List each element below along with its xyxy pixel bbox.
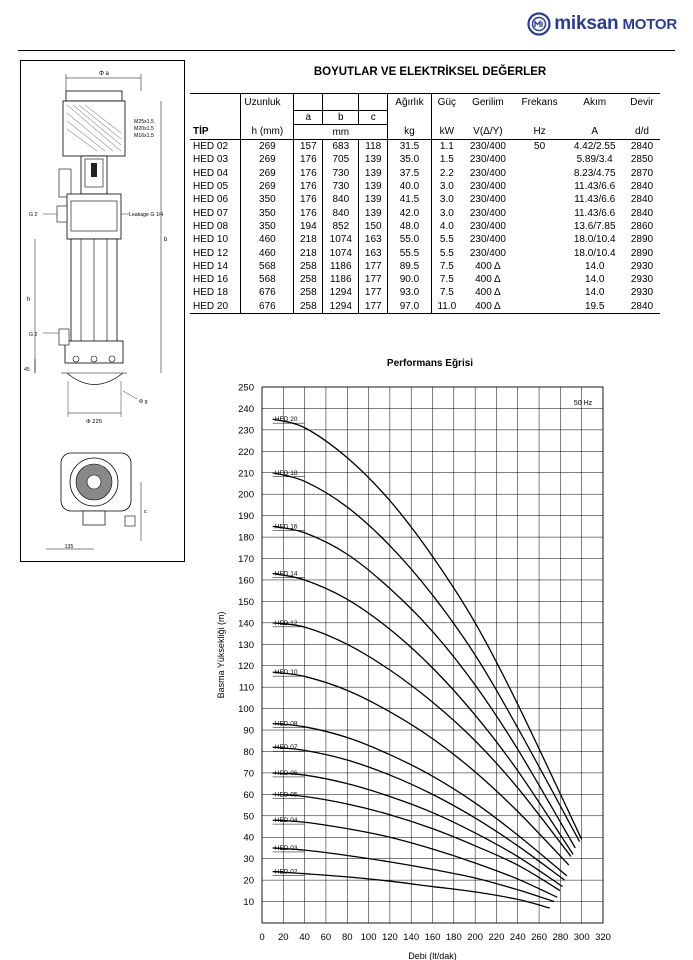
header-amp: A (565, 125, 624, 140)
header-a: a (294, 111, 323, 125)
cell-hz (514, 180, 566, 193)
cell-dd: 2870 (630, 167, 654, 179)
cell-h: 269 (241, 167, 294, 180)
cell-hz (514, 167, 566, 180)
cell-c: 139 (359, 167, 388, 180)
cell-dd: 2850 (630, 154, 654, 166)
cell-v: 230/400 (469, 167, 506, 179)
label-g2-bottom: G 2 (29, 332, 38, 338)
cell-a: 176 (294, 206, 323, 219)
cell-h: 676 (241, 286, 294, 299)
cell-c: 177 (359, 300, 388, 314)
cell-h: 269 (241, 153, 294, 166)
label-thread-1: M25x1,5 (134, 119, 154, 125)
y-tick-label: 120 (238, 661, 254, 673)
x-tick-label: 300 (573, 932, 590, 943)
cell-a: 176 (294, 153, 323, 166)
cell-dd: 2930 (630, 260, 654, 272)
cell-c: 139 (359, 153, 388, 166)
cell-kg: 41.5 (399, 194, 420, 206)
x-tick-label: 160 (424, 932, 441, 943)
cell-b: 730 (323, 167, 359, 180)
y-axis-label: Basma Yüksekliği (m) (216, 611, 226, 699)
cell-b: 683 (323, 140, 359, 154)
performance-chart (0, 375, 693, 960)
cell-dd: 2890 (630, 234, 654, 246)
cell-amp: 11.43/6.6 (574, 194, 616, 206)
cell-kw: 7.5 (431, 286, 462, 299)
cell-amp: 5.89/3.4 (576, 154, 613, 166)
cell-dd: 2890 (630, 247, 654, 259)
header-gerilim: Gerilim (462, 94, 514, 111)
cell-h: 269 (241, 140, 294, 154)
cell-c: 177 (359, 260, 388, 273)
series-line-hed-07 (273, 747, 565, 880)
cell-amp: 14.0 (584, 274, 605, 286)
cell-dd: 2840 (630, 300, 654, 312)
header-frekans: Frekans (514, 94, 566, 111)
cell-tip: HED 10 (193, 234, 229, 246)
annotation-50hz: 50 Hz (573, 400, 593, 408)
x-tick-label: 260 (531, 932, 547, 943)
cell-v: 400 Δ (475, 260, 501, 272)
cell-dd: 2840 (630, 181, 654, 193)
cell-h: 568 (241, 273, 294, 286)
cell-kw: 5.5 (431, 246, 462, 259)
series-label-hed-14: HED 14 (274, 570, 298, 578)
cell-hz: 50 (534, 141, 546, 153)
cell-a: 194 (294, 220, 323, 233)
cell-kw: 3.0 (431, 206, 462, 219)
y-tick-label: 30 (243, 854, 254, 866)
cell-v: 400 Δ (475, 274, 501, 286)
header-akim: Akım (565, 94, 624, 111)
cell-h: 460 (241, 233, 294, 246)
cell-amp: 11.43/6.6 (574, 181, 616, 193)
cell-v: 230/400 (469, 247, 506, 259)
cell-amp: 11.43/6.6 (574, 207, 616, 219)
header-kg: kg (388, 125, 431, 140)
cell-c: 118 (359, 140, 388, 154)
cell-hz (514, 193, 566, 206)
cell-dd: 2930 (630, 274, 654, 286)
cell-c: 177 (359, 286, 388, 299)
table-row (190, 220, 660, 233)
x-axis-label: Debi (lt/dak) (408, 951, 457, 960)
table-row (190, 286, 660, 299)
y-tick-label: 180 (238, 532, 254, 544)
series-label-hed-02: HED 02 (274, 868, 298, 876)
cell-b: 1294 (323, 300, 359, 314)
cell-hz (514, 220, 566, 233)
x-tick-label: 240 (509, 932, 526, 943)
cell-h: 350 (241, 206, 294, 219)
cell-h: 568 (241, 260, 294, 273)
cell-amp: 14.0 (584, 287, 605, 299)
cell-dd: 2930 (630, 287, 654, 299)
series-label-hed-03: HED 03 (274, 844, 298, 852)
cell-kg: 35.0 (399, 154, 420, 166)
header-agirlik: Ağırlık (388, 94, 431, 111)
cell-tip: HED 04 (193, 167, 229, 179)
cell-hz (514, 233, 566, 246)
label-b: b (164, 237, 168, 243)
cell-c: 177 (359, 273, 388, 286)
table-row (190, 153, 660, 166)
cell-kg: 55.0 (399, 234, 420, 246)
header-devir: Devir (624, 94, 660, 111)
cell-kg: 97.0 (399, 300, 420, 312)
label-c: c (144, 509, 147, 515)
cell-amp: 18.0/10.4 (573, 234, 616, 246)
series-label-hed-07: HED 07 (274, 744, 298, 752)
y-tick-label: 60 (243, 789, 254, 801)
table-title: BOYUTLAR VE ELEKTRİKSEL DEĞERLER (313, 66, 547, 78)
header-tip: TİP (190, 125, 241, 140)
cell-v: 230/400 (469, 194, 506, 206)
table-row (190, 167, 660, 180)
cell-kg: 48.0 (399, 220, 420, 232)
y-tick-label: 250 (238, 382, 254, 394)
y-tick-label: 10 (243, 897, 254, 909)
table-header-row-1 (190, 94, 660, 111)
cell-tip: HED 14 (193, 260, 229, 272)
x-tick-label: 80 (341, 932, 353, 943)
cell-amp: 8.23/4.75 (573, 167, 616, 179)
cell-b: 840 (323, 193, 359, 206)
cell-b: 1074 (323, 246, 359, 259)
y-tick-label: 170 (238, 554, 254, 566)
cell-a: 258 (294, 273, 323, 286)
label-phi-a: Φ a (99, 71, 109, 77)
table-row (190, 246, 660, 259)
x-tick-label: 220 (488, 932, 505, 943)
cell-h: 676 (241, 300, 294, 314)
x-tick-label: 280 (552, 932, 569, 943)
series-line-hed-10 (273, 672, 569, 865)
header-uzunluk: Uzunluk (241, 94, 294, 111)
x-tick-label: 60 (320, 932, 332, 943)
cell-kg: 42.0 (399, 207, 420, 219)
cell-b: 730 (323, 180, 359, 193)
cell-c: 163 (359, 246, 388, 259)
series-label-hed-04: HED 04 (274, 817, 298, 825)
cell-v: 230/400 (469, 154, 506, 166)
cell-kw: 7.5 (431, 273, 462, 286)
cell-amp: 13.6/7.85 (573, 220, 616, 232)
brand-name: miksan MOTOR (554, 13, 677, 34)
header-hz: Hz (514, 125, 566, 140)
x-tick-label: 200 (467, 932, 484, 943)
cell-a: 218 (294, 233, 323, 246)
cell-a: 176 (294, 180, 323, 193)
series-label-hed-06: HED 06 (274, 769, 298, 777)
series-label-hed-12: HED 12 (274, 619, 298, 627)
cell-amp: 4.42/2.55 (573, 141, 616, 153)
x-tick-label: 180 (445, 932, 462, 943)
y-tick-label: 70 (243, 768, 254, 780)
cell-kg: 89.5 (399, 260, 420, 272)
label-thread-3: M16x1,5 (134, 133, 154, 139)
cell-amp: 19.5 (584, 300, 605, 312)
cell-kw: 1.5 (431, 153, 462, 166)
cell-kw: 1.1 (431, 140, 462, 154)
cell-a: 218 (294, 246, 323, 259)
series-label-hed-18: HED 18 (274, 469, 298, 477)
series-line-hed-20 (273, 419, 582, 839)
y-tick-label: 200 (238, 489, 254, 501)
x-tick-label: 40 (299, 932, 310, 943)
cell-kg: 93.0 (399, 287, 420, 299)
x-tick-label: 20 (278, 932, 289, 943)
cell-c: 139 (359, 180, 388, 193)
table-header-row-3 (190, 125, 660, 140)
y-tick-label: 130 (238, 639, 254, 651)
y-tick-label: 210 (238, 468, 254, 480)
y-tick-label: 160 (238, 575, 254, 587)
series-line-hed-14 (273, 574, 574, 855)
cell-a: 258 (294, 300, 323, 314)
table-row (190, 233, 660, 246)
label-dim-135: 135 (64, 544, 74, 550)
header-c: c (359, 111, 388, 125)
y-tick-label: 190 (238, 511, 254, 523)
cell-b: 705 (323, 153, 359, 166)
cell-v: 230/400 (469, 220, 506, 232)
cell-hz (514, 273, 566, 286)
table-header-row-2 (190, 111, 660, 125)
series-label-hed-20: HED 20 (274, 416, 298, 424)
label-phi-225: Φ 225 (86, 419, 102, 425)
table-row (190, 140, 660, 154)
cell-v: 230/400 (469, 141, 506, 153)
cell-b: 840 (323, 206, 359, 219)
cell-v: 230/400 (469, 234, 506, 246)
cell-hz (514, 246, 566, 259)
cell-v: 230/400 (469, 181, 506, 193)
cell-c: 163 (359, 233, 388, 246)
x-tick-label: 120 (381, 932, 398, 943)
cell-kg: 90.0 (399, 274, 420, 286)
cell-b: 852 (323, 220, 359, 233)
cell-dd: 2860 (630, 220, 654, 232)
series-label-hed-10: HED 10 (274, 669, 298, 677)
series-label-hed-08: HED 08 (274, 720, 298, 728)
cell-kw: 3.0 (431, 180, 462, 193)
cell-h: 350 (241, 193, 294, 206)
cell-c: 139 (359, 206, 388, 219)
cell-b: 1074 (323, 233, 359, 246)
cell-tip: HED 08 (193, 220, 229, 232)
y-tick-label: 40 (243, 832, 254, 844)
cell-b: 1186 (323, 273, 359, 286)
header-kw: kW (431, 125, 462, 140)
cell-a: 176 (294, 167, 323, 180)
label-phi-g: Φ g (139, 399, 148, 405)
header-b: b (323, 111, 359, 125)
table-row (190, 206, 660, 219)
chart-title: Performans Eğrisi (386, 358, 474, 369)
cell-a: 157 (294, 140, 323, 154)
header-dd: d/d (624, 125, 660, 140)
x-tick-label: 140 (403, 932, 420, 943)
series-line-hed-18 (273, 473, 580, 842)
cell-tip: HED 20 (193, 300, 229, 312)
label-g2-top: G 2 (29, 212, 38, 218)
cell-kg: 55.5 (399, 247, 420, 259)
cell-kw: 7.5 (431, 260, 462, 273)
cell-kw: 5.5 (431, 233, 462, 246)
y-tick-label: 240 (238, 403, 254, 415)
cell-tip: HED 12 (193, 247, 229, 259)
table-row (190, 260, 660, 273)
cell-kg: 40.0 (399, 181, 420, 193)
header-guc: Güç (431, 94, 462, 111)
cell-b: 1294 (323, 286, 359, 299)
cell-tip: HED 03 (193, 154, 229, 166)
y-tick-label: 50 (243, 811, 254, 823)
cell-tip: HED 02 (193, 141, 229, 153)
cell-hz (514, 206, 566, 219)
x-tick-label: 100 (360, 932, 377, 943)
table-row (190, 193, 660, 206)
cell-amp: 14.0 (584, 260, 605, 272)
spec-table (190, 93, 660, 314)
table-row (190, 180, 660, 193)
miksan-logo-icon (527, 12, 551, 36)
table-row (190, 300, 660, 314)
header-h-mm: h (mm) (241, 125, 294, 140)
cell-kg: 37.5 (399, 167, 420, 179)
label-h: h (27, 297, 31, 303)
cell-tip: HED 06 (193, 194, 229, 206)
y-tick-label: 220 (238, 446, 254, 458)
cell-hz (514, 300, 566, 314)
cell-tip: HED 05 (193, 181, 229, 193)
cell-h: 269 (241, 180, 294, 193)
cell-a: 258 (294, 260, 323, 273)
cell-kg: 31.5 (399, 141, 420, 153)
cell-v: 230/400 (469, 207, 506, 219)
cell-kw: 11.0 (431, 300, 462, 314)
cell-dd: 2840 (630, 141, 654, 153)
y-tick-label: 20 (243, 875, 254, 887)
y-tick-label: 140 (238, 618, 254, 630)
cell-hz (514, 260, 566, 273)
cell-c: 150 (359, 220, 388, 233)
cell-h: 350 (241, 220, 294, 233)
y-tick-label: 110 (238, 682, 254, 694)
cell-hz (514, 286, 566, 299)
label-dim-45: 45 (24, 367, 30, 373)
cell-kw: 4.0 (431, 220, 462, 233)
series-line-hed-08 (273, 724, 567, 876)
header-rule (18, 50, 675, 51)
y-tick-label: 230 (238, 425, 254, 437)
y-tick-label: 80 (243, 746, 254, 758)
y-tick-label: 90 (243, 725, 254, 737)
brand-logo (527, 12, 677, 36)
header-v: V(Δ/Y) (462, 125, 514, 140)
cell-dd: 2840 (630, 207, 654, 219)
y-tick-label: 100 (238, 704, 254, 716)
cell-a: 176 (294, 193, 323, 206)
cell-hz (514, 153, 566, 166)
cell-a: 258 (294, 286, 323, 299)
series-label-hed-16: HED 16 (274, 523, 298, 531)
label-leakage: Leakage G 1/4 (129, 212, 164, 218)
cell-tip: HED 16 (193, 274, 229, 286)
cell-tip: HED 18 (193, 287, 229, 299)
cell-tip: HED 07 (193, 207, 229, 219)
series-label-hed-05: HED 05 (274, 791, 298, 799)
cell-kw: 2.2 (431, 167, 462, 180)
label-thread-2: M20x1,5 (134, 126, 154, 132)
cell-h: 460 (241, 246, 294, 259)
cell-v: 400 Δ (475, 300, 501, 312)
table-row (190, 273, 660, 286)
cell-c: 139 (359, 193, 388, 206)
cell-v: 400 Δ (475, 287, 501, 299)
header-mm: mm (323, 125, 359, 140)
y-tick-label: 150 (238, 596, 254, 608)
cell-kw: 3.0 (431, 193, 462, 206)
x-tick-label: 0 (259, 932, 265, 943)
cell-amp: 18.0/10.4 (573, 247, 616, 259)
cell-dd: 2840 (630, 194, 654, 206)
x-tick-label: 320 (595, 932, 611, 943)
cell-b: 1186 (323, 260, 359, 273)
series-line-hed-05 (273, 794, 561, 890)
